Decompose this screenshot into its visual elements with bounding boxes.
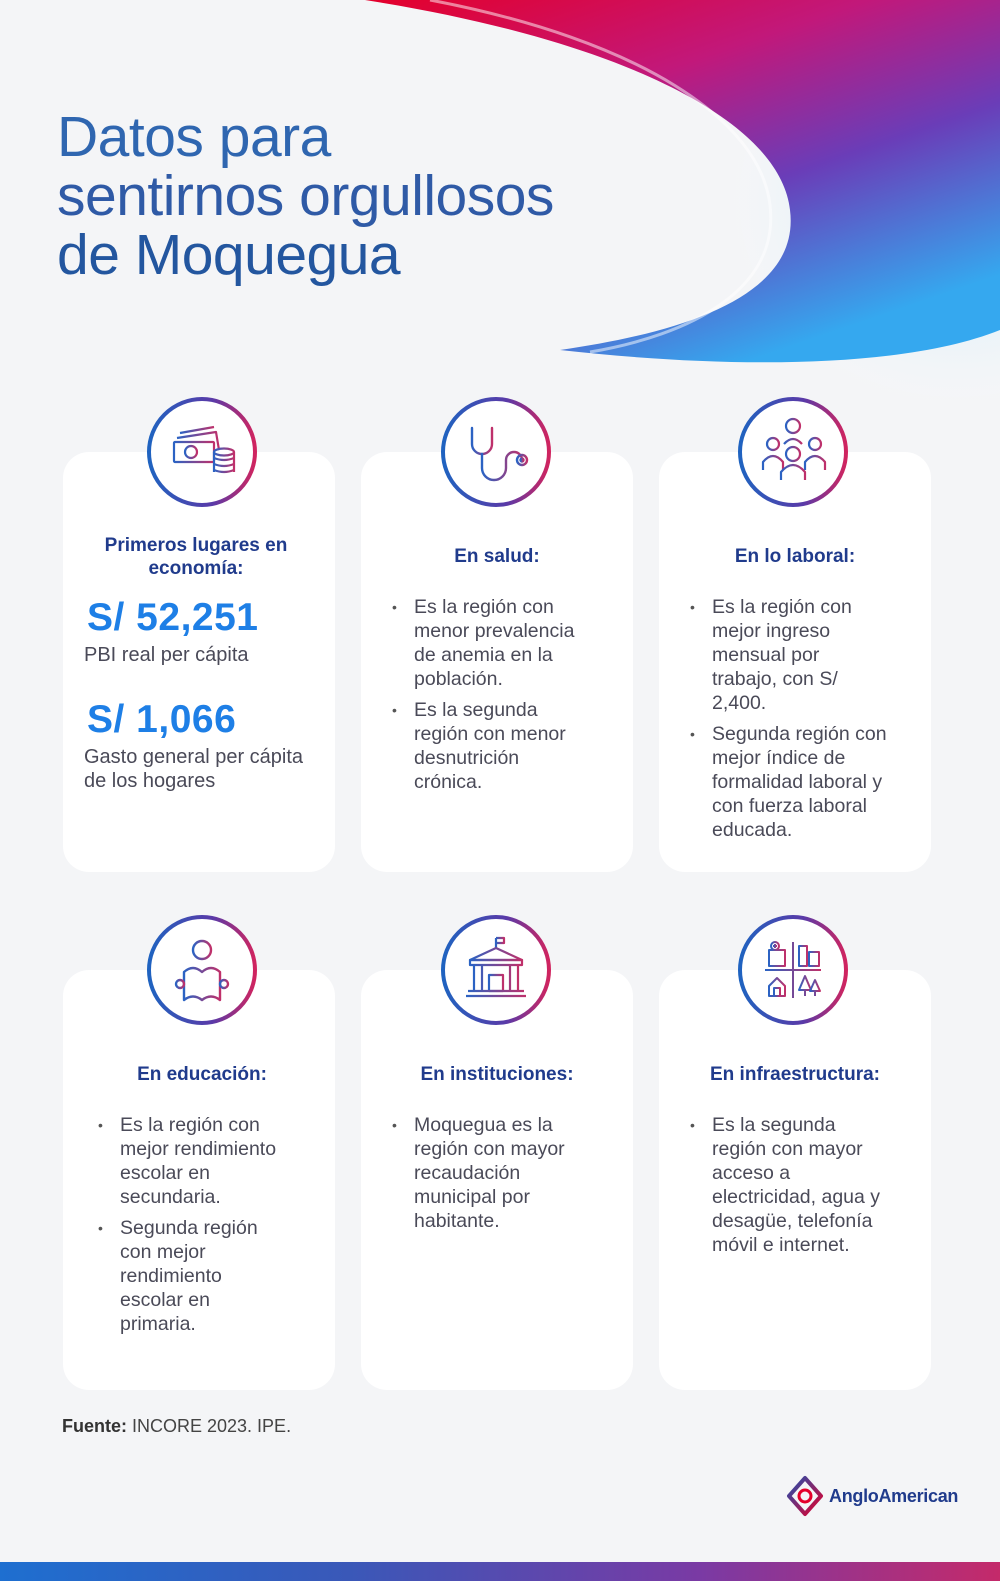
anglo-american-logo bbox=[785, 1474, 958, 1518]
anglo-american-logo-mark bbox=[785, 1474, 825, 1518]
list-item: • Es la segunda región con menor desnutrición crónica. bbox=[390, 698, 584, 794]
stat-gasto-value: S/ 1,066 bbox=[87, 698, 237, 741]
list-item: • Es la región con mejor rendimiento escolar en secundaria. bbox=[96, 1113, 300, 1209]
title-line-1: Datos para bbox=[57, 105, 331, 169]
list-item: • Es la región con mejor ingreso mensual por trabajo, con S/ 2,400. bbox=[688, 595, 882, 715]
card-heading-instituciones: En instituciones: bbox=[420, 1064, 574, 1085]
card-heading-economia: Primeros lugares en economía: bbox=[104, 535, 288, 579]
money-icon bbox=[146, 396, 258, 508]
source-text: INCORE 2023. IPE. bbox=[127, 1416, 292, 1436]
instituciones-list bbox=[390, 1113, 590, 1240]
infraestructura-list bbox=[688, 1113, 888, 1264]
title-line-3: de Moquegua bbox=[57, 223, 401, 287]
stat-gasto-label: Gasto general per cápita de los hogares bbox=[84, 746, 304, 792]
list-item: • Es la región con menor prevalencia de anemia en la población. bbox=[390, 595, 584, 691]
logo-text: AngloAmerican bbox=[829, 1485, 959, 1506]
card-heading-salud: En salud: bbox=[454, 546, 540, 567]
source-label: Fuente: bbox=[62, 1416, 127, 1436]
stat-pbi-value: S/ 52,251 bbox=[87, 596, 259, 639]
people-icon bbox=[737, 396, 849, 508]
educacion-list bbox=[96, 1113, 296, 1343]
card-heading-infraestructura: En infraestructura: bbox=[710, 1064, 880, 1085]
page-title bbox=[57, 105, 554, 287]
list-item: • Moquegua es la región con mayor recaudación municipal por habitante. bbox=[390, 1113, 589, 1233]
card-heading-educacion: En educación: bbox=[137, 1064, 267, 1085]
laboral-list bbox=[688, 595, 908, 849]
list-item: • Es la segunda región con mayor acceso a electricidad, agua y desagüe, telefonía móvil e internet. bbox=[688, 1113, 892, 1257]
reader-icon bbox=[146, 914, 258, 1026]
source-note bbox=[62, 1416, 291, 1437]
list-item: • Segunda región con mejor índice de formalidad laboral y con fuerza laboral educada. bbox=[688, 722, 908, 842]
card-heading-laboral: En lo laboral: bbox=[734, 546, 856, 567]
stat-pbi-label: PBI real per cápita bbox=[84, 644, 249, 666]
bottom-color-bar bbox=[0, 1562, 1000, 1581]
stethoscope-icon bbox=[440, 396, 552, 508]
infrastructure-icon bbox=[737, 914, 849, 1026]
salud-list bbox=[390, 595, 590, 801]
institution-building-icon bbox=[440, 914, 552, 1026]
list-item: • Segunda región con mejor rendimiento escolar en primaria. bbox=[96, 1216, 280, 1336]
title-line-2: sentirnos orgullosos bbox=[57, 164, 554, 228]
